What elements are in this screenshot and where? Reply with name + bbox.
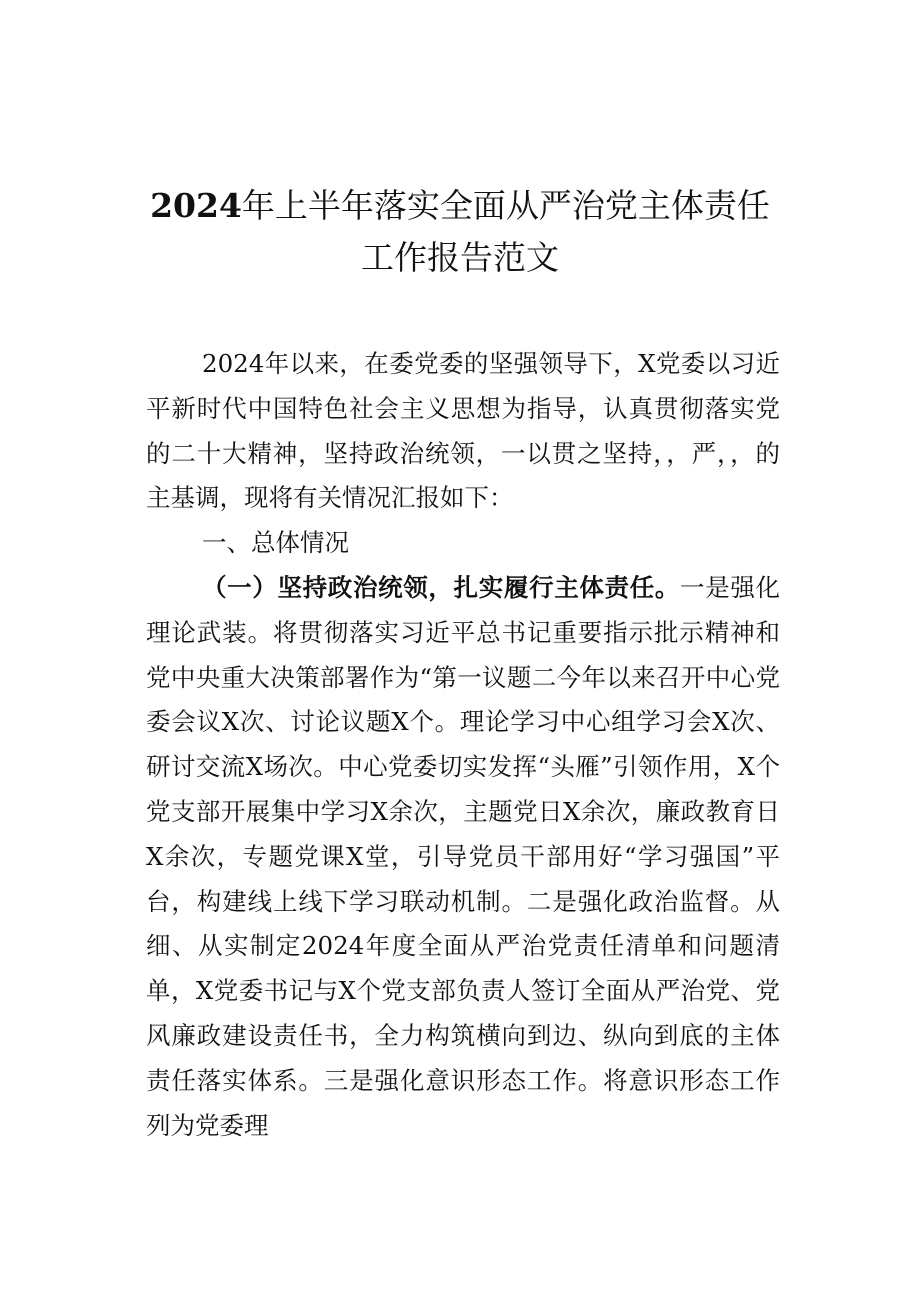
subsection-paragraph xyxy=(146,566,780,1148)
subsection-body: 一是强化理论武装。将贯彻落实习近平总书记重要指示批示精神和党中央重大决策部署作为“第一议题二今年以来召开中心党委会议X次、讨论议题X个。理论学习中心组学习会X次、研讨交流X场次。中心党委切实发挥“头雁”引领作用，X个党支部开展集中学习X余次，主题党日X余次，廉政教育日X余次，专题党课X堂，引导党员干部用好“学习强国”平台，构建线上线下学习联动机制。二是强化政治监督。从细、从实制定2024年度全面从严治党责任清单和问题清单，X党委书记与X个党支部负责人签订全面从严治党、党风廉政建设责任书，全力构筑横向到边、纵向到底的主体责任落实体系。三是强化意识形态工作。将意识形态工作列为党委理 xyxy=(146,572,781,1140)
document-body xyxy=(146,342,780,1148)
title-text: 年上半年落实全面从严治党主体责任工作报告范文 xyxy=(241,186,770,277)
section-heading: 一、总体情况 xyxy=(202,528,349,558)
document-title xyxy=(140,180,780,284)
subsection-title: （一）坚持政治统领，扎实履行主体责任。 xyxy=(202,572,681,602)
intro-paragraph: 2024年以来，在委党委的坚强领导下，X党委以习近平新时代中国特色社会主义思想为指导，认真贯彻落实党的二十大精神，坚持政治统领，一以贯之坚持，，严，，的主基调，现将有关情况汇报如下： xyxy=(146,349,780,513)
title-year: 2024 xyxy=(150,186,242,225)
